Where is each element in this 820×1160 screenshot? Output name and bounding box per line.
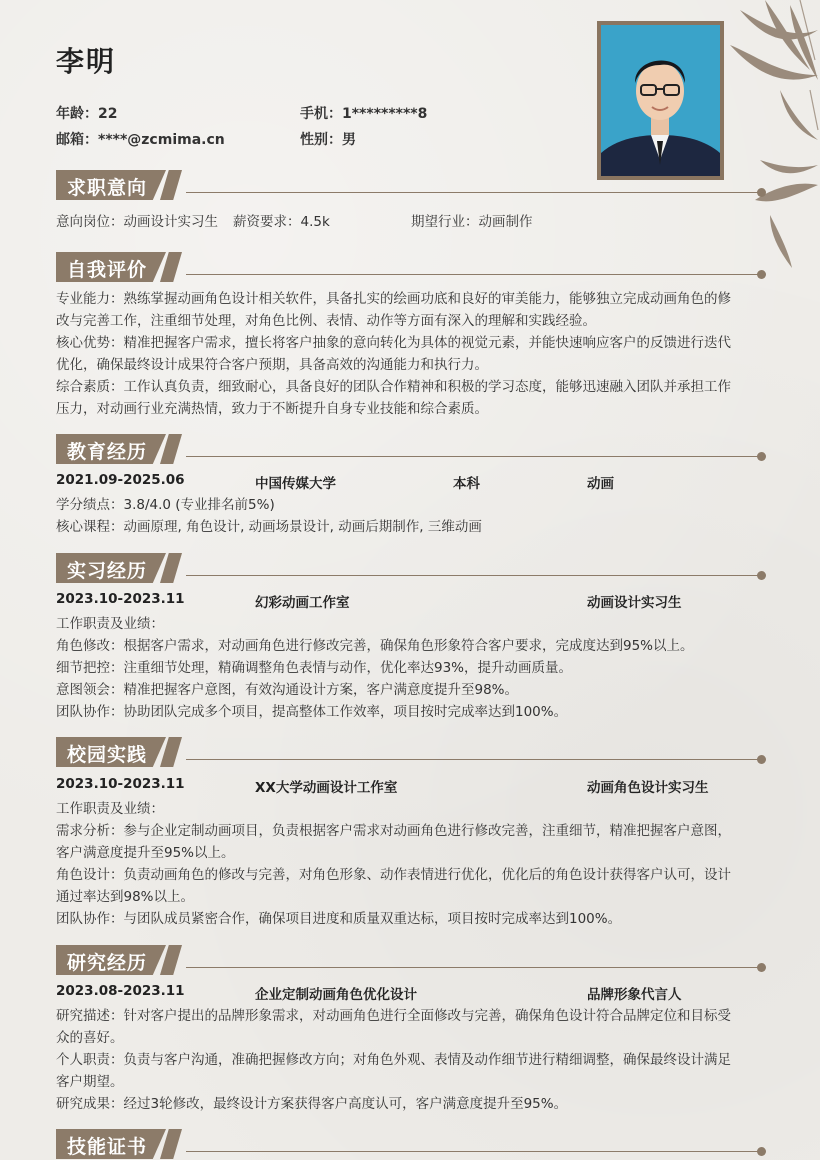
campus-date: 2023.10-2023.11 [56, 776, 185, 792]
self-evaluation-text: 专业能力：熟练掌握动画角色设计相关软件，具备扎实的绘画功底和良好的审美能力，能够独立完成动画角色的修 改与完善工作，注重细节处理，对角色比例、表情、动作等方面有深入的理解和实践经验。 核心优势：精准把握客户需求，擅长将客户抽象的意向转化为具体的视觉元素，并能快速响应客户的反馈进行迭代 优化，确保最终设计成果符合客户预期，具备高效的沟通能力和执行力。 综合素质：工作认真负责，细致耐心，具备良好的团队合作精神和积极的学习态度，能够迅速融入团队并承担工作 压力，对动画行业充满热情，致力于不断提升自身专业技能和综合素质。 [56, 291, 731, 417]
intention-industry: 期望行业：动画制作 [411, 214, 533, 230]
section-header-campus [56, 737, 766, 767]
section-header-skills [56, 1129, 766, 1159]
campus-org: XX大学动画设计工作室 [255, 780, 398, 796]
campus-role: 动画角色设计实习生 [587, 780, 709, 796]
section-title: 求职意向 [67, 177, 148, 199]
age-field: 年龄：22 [56, 106, 118, 122]
section-header-intention [56, 170, 766, 200]
section-header-education [56, 434, 766, 464]
education-school: 中国传媒大学 [255, 476, 336, 492]
education-date: 2021.09-2025.06 [56, 472, 185, 488]
gender-field: 性别：男 [300, 132, 356, 148]
section-header-internship [56, 553, 766, 583]
section-title: 技能证书 [67, 1136, 148, 1158]
internship-date: 2023.10-2023.11 [56, 591, 185, 607]
research-project: 企业定制动画角色优化设计 [255, 987, 417, 1003]
education-degree: 本科 [453, 476, 480, 492]
campus-details: 工作职责及业绩： 需求分析：参与企业定制动画项目，负责根据客户需求对动画角色进行修改完善，注重细节，精准把握客户意图， 客户满意度提升至95%以上。 角色设计：负责动画角色的修改与完善，对角色形象、动作表情进行优化，优化后的角色设计获得客户认可，设计 通过率达到98%以上。 团队协作：与团队成员紧密合作，确保项目进度和质量双重达标，项目按时完成率达到100%。 [56, 801, 731, 927]
research-details: 研究描述：针对客户提出的品牌形象需求，对动画角色进行全面修改与完善，确保角色设计符合品牌定位和目标受 众的喜好。 个人职责：负责与客户沟通，准确把握修改方向；对角色外观、表情及动作细节进行精细调整，确保最终设计满足 客户期望。 研究成果：经过3轮修改，最终设计方案获得客户高度认可，客户满意度提升至95%。 [56, 1008, 731, 1112]
section-title: 校园实践 [67, 744, 148, 766]
candidate-name: 李明 [56, 45, 117, 78]
email-field: 邮箱：****@zcmima.cn [56, 132, 225, 148]
section-title: 教育经历 [67, 441, 148, 463]
section-title: 自我评价 [67, 259, 148, 281]
education-major: 动画 [587, 476, 614, 492]
internship-company: 幻彩动画工作室 [255, 595, 350, 611]
internship-details: 工作职责及业绩： 角色修改：根据客户需求，对动画角色进行修改完善，确保角色形象符合客户要求，完成度达到95%以上。 细节把控：注重细节处理，精确调整角色表情与动作，优化率达93%，提升动画质量。 意图领会：精准把握客户意图，有效沟通设计方案，客户满意度提升至98%。 团队协作：协助团队完成多个项目，提高整体工作效率，项目按时完成率达到100%。 [56, 616, 694, 720]
section-title: 实习经历 [67, 560, 148, 582]
intention-position: 意向岗位：动画设计实习生 [56, 214, 218, 230]
section-header-research [56, 945, 766, 975]
research-role: 品牌形象代言人 [587, 987, 682, 1003]
phone-field: 手机：1*********8 [300, 106, 428, 122]
research-date: 2023.08-2023.11 [56, 983, 185, 999]
intention-salary: 薪资要求：4.5k [233, 214, 330, 230]
section-title: 研究经历 [67, 952, 148, 974]
profile-photo [597, 21, 724, 180]
education-details: 学分绩点：3.8/4.0 (专业排名前5%) 核心课程：动画原理, 角色设计, 动画场景设计, 动画后期制作, 三维动画 [56, 497, 482, 535]
internship-role: 动画设计实习生 [587, 595, 682, 611]
section-header-self-evaluation [56, 252, 766, 282]
